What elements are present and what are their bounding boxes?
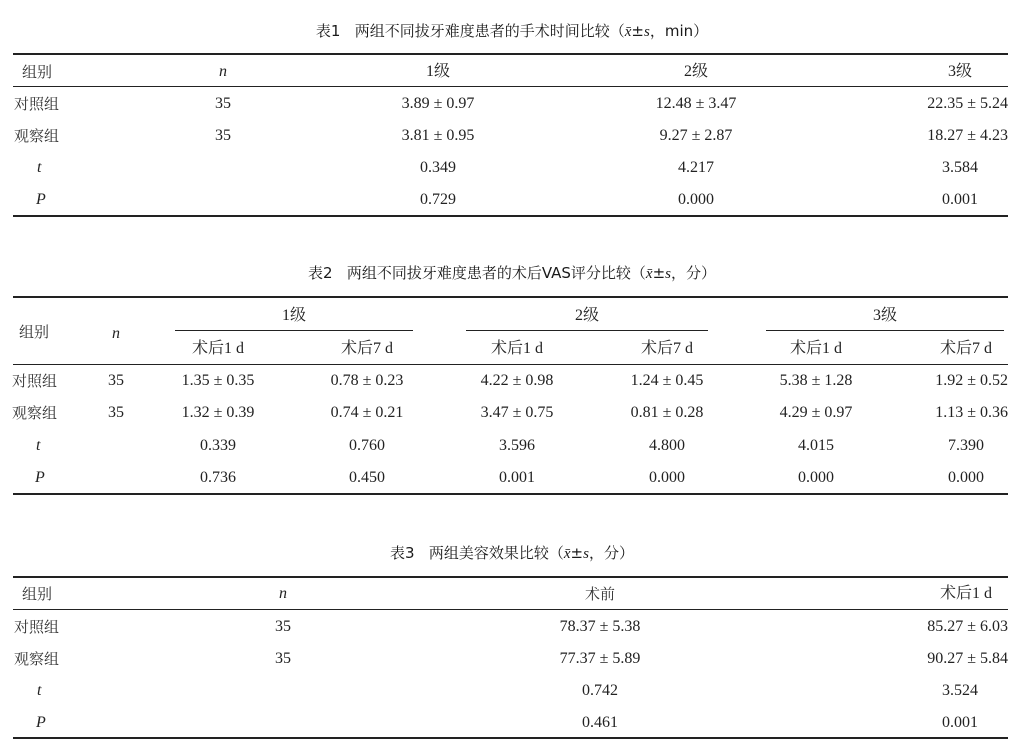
table2-group-grade2: 2级 xyxy=(574,307,599,324)
table1-header-grade3: 3级 xyxy=(947,63,972,80)
table1-caption-tail: ，min） xyxy=(649,22,709,40)
table1-caption-text: 两组不同拔牙难度患者的手术时间比较（ xyxy=(354,22,625,40)
table2-header-group: 组别 xyxy=(19,323,50,341)
table1-cell: 3.89 ± 0.97 xyxy=(401,95,475,112)
table1-cell: 3.81 ± 0.95 xyxy=(401,127,475,144)
table2-cell: 0.001 xyxy=(499,469,535,486)
table1-row-p-label: P xyxy=(36,191,46,208)
table1-caption xyxy=(0,20,1024,41)
table3-cell: 35 xyxy=(275,650,291,667)
table2-group3-rule xyxy=(766,330,1004,331)
table1-cell: 4.217 xyxy=(678,159,714,176)
table1-header-grade2: 2级 xyxy=(683,63,708,80)
table3-caption-sd-symbol: s xyxy=(583,546,589,562)
table3-caption-tail: ，分） xyxy=(588,544,634,562)
table3-row-t-label: t xyxy=(37,682,42,699)
table1-cell: 0.729 xyxy=(420,191,456,208)
table1-cell: 0.000 xyxy=(678,191,714,208)
table2-group2-rule xyxy=(466,330,708,331)
table1-header-grade1: 1级 xyxy=(425,63,450,80)
table2-caption-mean-symbol: x̄ xyxy=(645,266,653,282)
table3-header-group: 组别 xyxy=(22,585,53,603)
table1-caption-pm: ± xyxy=(631,22,644,40)
table1-row-observe-label: 观察组 xyxy=(14,127,60,145)
table3-header-postop: 术后1 d xyxy=(939,585,992,602)
table2-cell: 3.47 ± 0.75 xyxy=(480,404,554,421)
table2-cell: 0.000 xyxy=(798,469,834,486)
table2-cell: 35 xyxy=(108,372,124,389)
table2-cell: 0.760 xyxy=(349,437,385,454)
table2-row-t-label: t xyxy=(36,437,41,454)
table1-row-control-label: 对照组 xyxy=(14,95,60,113)
table3-cell: 77.37 ± 5.89 xyxy=(559,650,641,667)
table2-row-observe-label: 观察组 xyxy=(12,404,58,422)
table2-row-control-label: 对照组 xyxy=(12,372,58,390)
table2-cell: 1.35 ± 0.35 xyxy=(181,372,255,389)
table3-cell: 0.461 xyxy=(582,714,618,731)
table2-cell: 4.29 ± 0.97 xyxy=(779,404,853,421)
table2-row-p-label: P xyxy=(35,469,45,486)
table2-cell: 0.74 ± 0.21 xyxy=(330,404,404,421)
table2-cell: 4.015 xyxy=(798,437,834,454)
table2-header-n: n xyxy=(112,325,120,342)
table2-caption xyxy=(0,262,1024,283)
table2-cell: 0.736 xyxy=(200,469,236,486)
table1-caption-number: 表1 xyxy=(315,22,341,40)
table1-bottom-rule xyxy=(13,215,1008,217)
table2-subheader: 术后1 d xyxy=(789,340,842,357)
table1-top-rule xyxy=(13,53,1008,55)
table2-cell: 1.13 ± 0.36 xyxy=(935,404,1008,421)
table2-cell: 1.32 ± 0.39 xyxy=(181,404,255,421)
table2-cell: 5.38 ± 1.28 xyxy=(779,372,853,389)
table3-cell: 85.27 ± 6.03 xyxy=(927,618,1008,635)
table2-cell: 35 xyxy=(108,404,124,421)
table1-caption-mean-symbol: x̄ xyxy=(624,24,632,40)
table2-cell: 0.339 xyxy=(200,437,236,454)
table3-cell: 0.001 xyxy=(942,714,978,731)
table3-row-control-label: 对照组 xyxy=(14,618,60,636)
table3-caption-text: 两组美容效果比较（ xyxy=(428,544,564,562)
table2-cell: 1.92 ± 0.52 xyxy=(935,372,1008,389)
table1-cell: 22.35 ± 5.24 xyxy=(927,95,1008,112)
table2-cell: 0.450 xyxy=(349,469,385,486)
table1-caption-sd-symbol: s xyxy=(643,24,650,40)
table2-cell: 0.81 ± 0.28 xyxy=(630,404,704,421)
table3-caption-mean-symbol: x̄ xyxy=(563,546,571,562)
table2-cell: 4.22 ± 0.98 xyxy=(480,372,554,389)
table2-caption-pm: ± xyxy=(652,264,666,282)
table2-header-rule xyxy=(13,364,1008,365)
table3-bottom-rule xyxy=(13,737,1008,739)
table2-group-grade1: 1级 xyxy=(281,307,306,324)
table2-cell: 7.390 xyxy=(948,437,984,454)
table1-cell: 35 xyxy=(215,127,231,144)
table3-caption-number: 表3 xyxy=(390,544,415,562)
table1-header-n: n xyxy=(219,63,227,80)
table2-top-rule xyxy=(13,296,1008,298)
table1-cell: 0.349 xyxy=(420,159,456,176)
table2-group-grade3: 3级 xyxy=(872,307,897,324)
table2-subheader: 术后7 d xyxy=(640,340,693,357)
table2-group1-rule xyxy=(175,330,413,331)
table1-cell: 35 xyxy=(215,95,231,112)
table2-cell: 0.000 xyxy=(649,469,685,486)
table2-subheader: 术后7 d xyxy=(340,340,393,357)
table3-cell: 78.37 ± 5.38 xyxy=(559,618,641,635)
table1-cell: 3.584 xyxy=(942,159,978,176)
table3-cell: 3.524 xyxy=(942,682,978,699)
table2-cell: 0.78 ± 0.23 xyxy=(330,372,404,389)
table3-top-rule xyxy=(13,576,1008,578)
table2-subheader: 术后7 d xyxy=(939,340,992,357)
table1-cell: 0.001 xyxy=(942,191,978,208)
table2-caption-tail: ，分） xyxy=(671,264,717,282)
table3-cell: 0.742 xyxy=(582,682,618,699)
table3-row-observe-label: 观察组 xyxy=(14,650,60,668)
table2-bottom-rule xyxy=(13,493,1008,495)
table3-cell: 90.27 ± 5.84 xyxy=(927,650,1008,667)
table1-row-t-label: t xyxy=(37,159,42,176)
table2-subheader: 术后1 d xyxy=(191,340,244,357)
table2-caption-sd-symbol: s xyxy=(665,266,672,282)
table3-header-rule xyxy=(13,609,1008,610)
table1-header-group: 组别 xyxy=(22,63,53,81)
table2-cell: 0.000 xyxy=(948,469,984,486)
table1-cell: 12.48 ± 3.47 xyxy=(655,95,737,112)
table3-row-p-label: P xyxy=(36,714,46,731)
table2-caption-text: 两组不同拔牙难度患者的术后VAS评分比较（ xyxy=(346,264,646,282)
table2-cell: 3.596 xyxy=(499,437,535,454)
table3-cell: 35 xyxy=(275,618,291,635)
table3-caption-pm: ± xyxy=(570,544,584,562)
table1-cell: 9.27 ± 2.87 xyxy=(659,127,733,144)
table2-caption-number: 表2 xyxy=(307,264,333,282)
table3-header-n: n xyxy=(279,585,287,602)
table1-cell: 18.27 ± 4.23 xyxy=(927,127,1008,144)
table3-caption xyxy=(0,542,1024,563)
table2-cell: 4.800 xyxy=(649,437,685,454)
table1-header-rule xyxy=(13,86,1008,87)
table2-cell: 1.24 ± 0.45 xyxy=(630,372,704,389)
table2-subheader: 术后1 d xyxy=(490,340,543,357)
table3-header-preop: 术前 xyxy=(584,585,615,603)
